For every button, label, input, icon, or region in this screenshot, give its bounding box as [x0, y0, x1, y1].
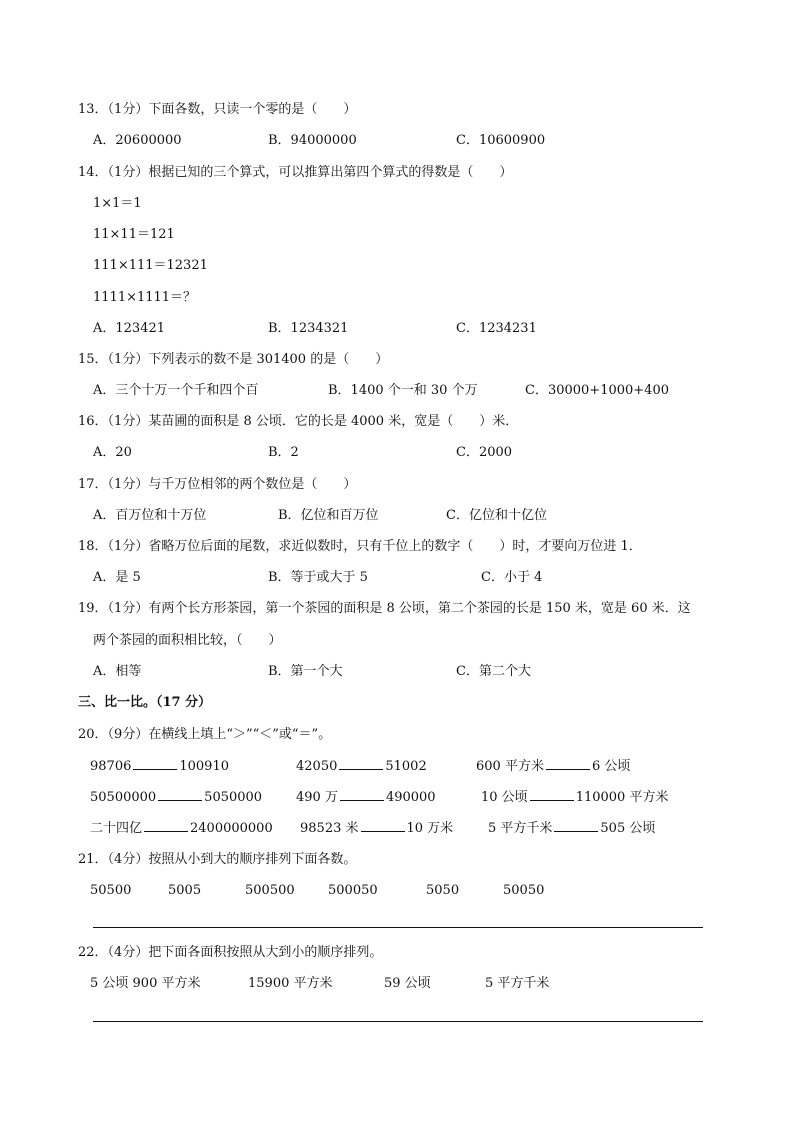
question-17-stem: 17．（1分）与千万位相邻的两个数位是（ ）	[78, 477, 357, 492]
comparison-left: 10 公顷	[481, 790, 528, 805]
question-18-option-c: C．小于 4	[481, 570, 543, 585]
question-13-option-b: B．94000000	[268, 133, 357, 148]
comparison-item	[481, 789, 668, 806]
question-19-option-c: C．第二个大	[456, 664, 531, 679]
question-17-option-b: B．亿位和百万位	[278, 508, 379, 523]
question-18-option-b: B．等于或大于 5	[268, 570, 368, 585]
question-14-option-b: B．1234321	[268, 321, 349, 336]
area-item: 59 公顷	[384, 976, 431, 991]
comparison-item	[488, 820, 655, 837]
number-item: 500050	[328, 883, 378, 898]
comparison-right: 6 公顷	[591, 759, 631, 774]
question-14-option-c: C．1234231	[456, 321, 537, 336]
question-14-equation: 111×111＝12321	[93, 258, 208, 273]
comparison-item	[476, 758, 630, 775]
question-22-stem: 22．（4分）把下面各面积按照从大到小的顺序排列。	[78, 945, 383, 960]
question-13-stem: 13．（1分）下面各数，只读一个零的是（ ）	[78, 102, 357, 117]
number-item: 500500	[245, 883, 295, 898]
number-item: 50050	[503, 883, 545, 898]
comparison-left: 二十四亿	[90, 821, 143, 836]
answer-blank[interactable]	[546, 758, 590, 770]
question-14-equation: 1×1＝1	[93, 196, 142, 211]
comparison-item	[90, 758, 229, 775]
comparison-right: 2400000000	[190, 821, 273, 836]
section-heading: 三、比一比。（17 分）	[78, 695, 212, 710]
comparison-left: 5 平方千米	[488, 821, 553, 836]
answer-blank[interactable]	[339, 758, 383, 770]
comparison-right: 51002	[385, 759, 427, 774]
question-16-option-a: A．20	[93, 445, 132, 460]
comparison-right: 490000	[385, 790, 436, 805]
comparison-right: 5050000	[204, 790, 263, 805]
comparison-left: 98523 米	[300, 821, 359, 836]
comparison-item	[296, 758, 427, 775]
comparison-item	[90, 820, 273, 837]
comparison-item	[90, 789, 262, 806]
comparison-right: 110000 平方米	[575, 790, 669, 805]
question-19-option-a: A．相等	[93, 664, 142, 679]
answer-blank[interactable]	[133, 758, 177, 770]
comparison-left: 490 万	[296, 790, 338, 805]
answer-blank[interactable]	[530, 789, 574, 801]
question-18-option-a: A．是 5	[93, 570, 141, 585]
question-15-option-b: B．1400 个一和 30 个万	[328, 383, 478, 398]
question-19-option-b: B．第一个大	[268, 664, 343, 679]
answer-line[interactable]	[93, 927, 703, 928]
area-item: 15900 平方米	[248, 976, 333, 991]
question-16-stem: 16．（1分）某苗圃的面积是 8 公顷．它的长是 4000 米，宽是（ ）米．	[78, 414, 519, 429]
question-16-option-c: C．2000	[456, 445, 513, 460]
question-19-stem-continued: 两个茶园的面积相比较，（ ）	[93, 633, 282, 648]
question-17-option-a: A．百万位和十万位	[93, 508, 207, 523]
question-16-option-b: B．2	[268, 445, 299, 460]
question-21-stem: 21．（4分）按照从小到大的顺序排列下面各数。	[78, 852, 357, 867]
answer-blank[interactable]	[144, 820, 188, 832]
number-item: 5050	[426, 883, 460, 898]
question-19-stem: 19．（1分）有两个长方形茶园，第一个茶园的面积是 8 公顷，第二个茶园的长是 150 米，宽是 60 米．这	[78, 601, 691, 616]
question-15-option-c: C．30000+1000+400	[525, 383, 669, 398]
question-14-stem: 14．（1分）根据已知的三个算式，可以推算出第四个算式的得数是（ ）	[78, 165, 513, 180]
comparison-right: 100910	[179, 759, 229, 774]
answer-line[interactable]	[93, 1021, 703, 1022]
comparison-left: 98706	[90, 759, 132, 774]
question-13-option-c: C．10600900	[456, 133, 546, 148]
number-item: 50500	[90, 883, 132, 898]
answer-blank[interactable]	[554, 820, 598, 832]
comparison-left: 50500000	[90, 790, 157, 805]
question-17-option-c: C．亿位和十亿位	[446, 508, 547, 523]
question-14-option-a: A．123421	[93, 321, 166, 336]
question-15-option-a: A．三个十万一个千和四个百	[93, 383, 259, 398]
comparison-left: 600 平方米	[476, 759, 544, 774]
comparison-item	[300, 820, 453, 837]
answer-blank[interactable]	[158, 789, 202, 801]
question-18-stem: 18．（1分）省略万位后面的尾数，求近似数时，只有千位上的数字（ ）时，才要向万位进 1．	[78, 539, 642, 554]
question-14-equation: 1111×1111＝？	[93, 290, 197, 305]
question-13-option-a: A．20600000	[93, 133, 182, 148]
question-14-equation: 11×11＝121	[93, 227, 175, 242]
question-20-stem: 20．（9分）在横线上填上“＞”“＜”或“＝”。	[78, 727, 332, 742]
number-item: 5005	[168, 883, 202, 898]
answer-blank[interactable]	[361, 820, 405, 832]
comparison-left: 42050	[296, 759, 338, 774]
answer-blank[interactable]	[340, 789, 384, 801]
area-item: 5 公顷 900 平方米	[90, 976, 201, 991]
area-item: 5 平方千米	[485, 976, 550, 991]
comparison-right: 505 公顷	[600, 821, 656, 836]
comparison-item	[296, 789, 436, 806]
comparison-right: 10 万米	[406, 821, 454, 836]
question-15-stem: 15．（1分）下列表示的数不是 301400 的是（ ）	[78, 352, 389, 367]
